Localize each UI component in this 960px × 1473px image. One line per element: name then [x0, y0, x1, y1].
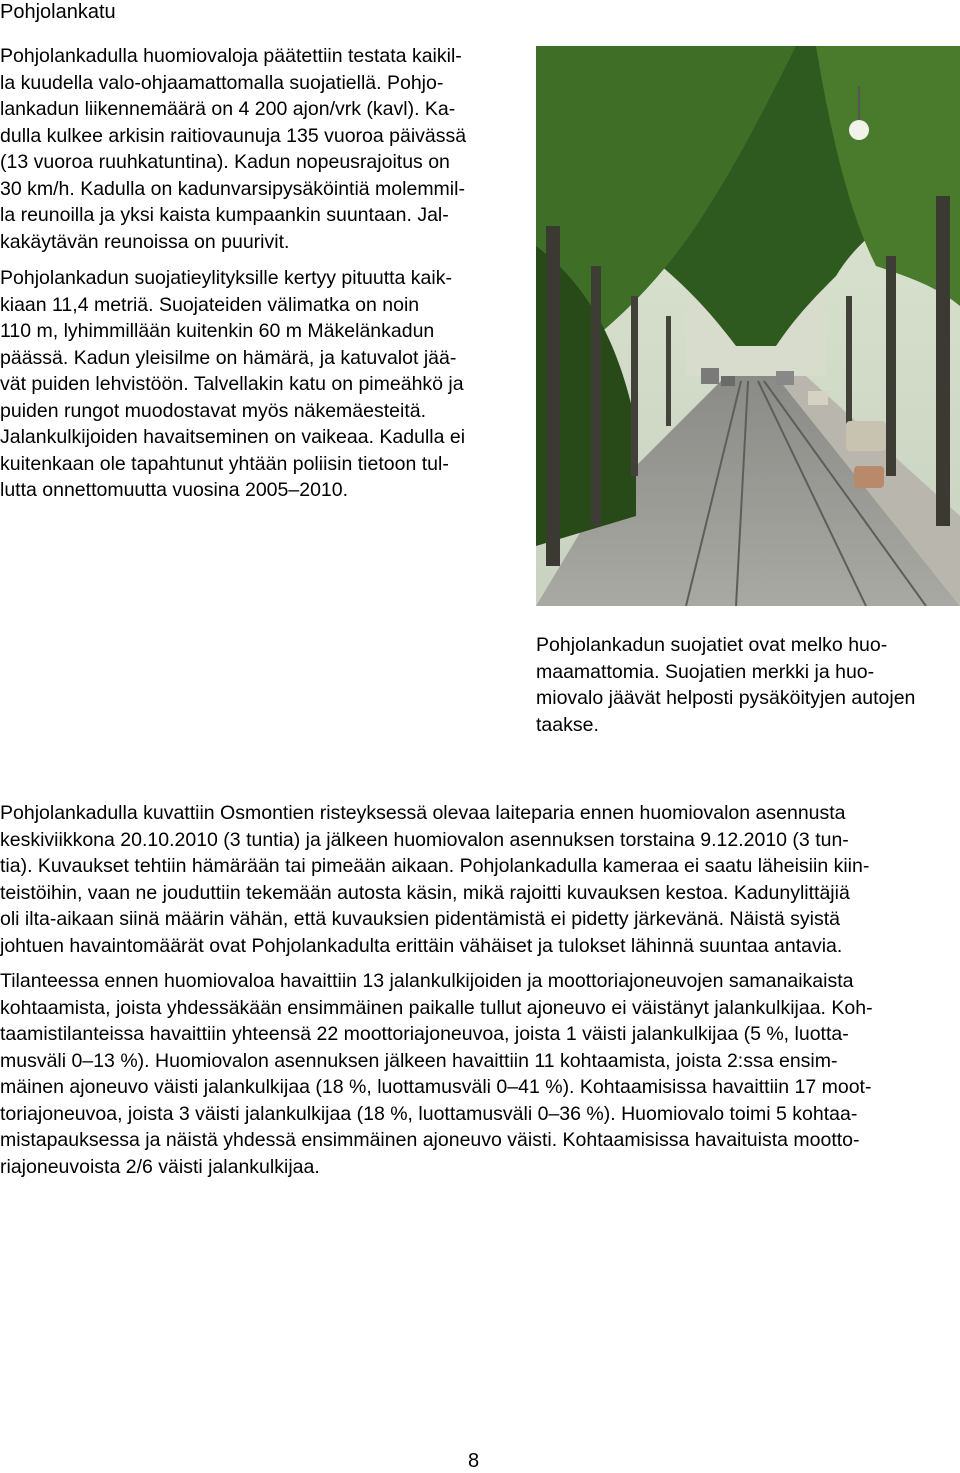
text-line: keskiviikkona 20.10.2010 (3 tuntia) ja jälkeen huomiovalon asennuksen torstaina 9.12.2010 (3 tun- [0, 828, 849, 851]
text-line: Pohjolankadun suojatiet ovat melko huo- [536, 634, 888, 656]
text-line: päässä. Kadun yleisilme on hämärä, ja katuvalot jää- [0, 346, 457, 369]
text-line: kuitenkaan ole tapahtunut yhtään poliisin tietoon tul- [0, 452, 449, 475]
text-line: 110 m, lyhimmillään kuitenkin 60 m Mäkelänkadun [0, 320, 435, 342]
text-line: vät puiden lehvistöön. Talvellakin katu on pimeähkö ja [0, 373, 464, 395]
text-line: taamistilanteissa havaittiin yhteensä 22 moottoriajoneuvoa, joista 1 väisti jalankulkijaa (5 %, luotta- [0, 1023, 849, 1045]
text-line: (13 vuoroa ruuhkatuntina). Kadun nopeusrajoitus on [0, 151, 450, 173]
text-line: la reunoilla ja yksi kaista kumpaankin suuntaan. Jal- [0, 204, 449, 226]
text-line: Jalankulkijoiden havaitseminen on vaikeaa. Kadulla ei [0, 426, 466, 448]
text-line: taakse. [536, 713, 599, 736]
text-line: musväli 0–13 %). Huomiovalon asennuksen jälkeen havaittiin 11 kohtaamista, joista 2:ssa ensim- [0, 1049, 838, 1072]
text-line: oli ilta-aikaan siinä määrin vähän, että kuvauksien pidentämistä ei pidetty järkevänä. Näistä syistä [0, 908, 841, 930]
paragraph-observations [0, 968, 956, 1180]
text-line: la kuudella valo-ohjaamattomalla suojatiellä. Pohjo- [0, 71, 444, 94]
text-line: mäinen ajoneuvo väisti jalankulkijaa (18 %, luottamusväli 0–41 %). Kohtaamisissa havaittiin 17 moot- [0, 1076, 872, 1098]
section-title: Pohjolankatu [0, 1, 116, 23]
text-line: kiaan 11,4 metriä. Suojateiden välimatka on noin [0, 293, 420, 316]
text-line: Pohjolankadun suojatieylityksille kertyy pituutta kaik- [0, 267, 452, 289]
text-line: lankadun liikennemäärä on 4 200 ajon/vrk (kavl). Ka- [0, 98, 456, 120]
text-line: miovalo jäävät helposti pysäköityjen autojen [536, 687, 916, 709]
paragraph-street-description [0, 43, 520, 255]
street-photo [536, 46, 960, 606]
text-line: riajoneuvoista 2/6 väisti jalankulkijaa. [0, 1155, 320, 1178]
text-line: puiden rungot muodostavat myös näkemäesteitä. [0, 399, 427, 422]
page-number: 8 [468, 1450, 480, 1472]
text-line: johtuen havaintomäärät ovat Pohjolankadulta erittäin vähäiset ja tulokset lähinnä suuntaa antavia. [0, 934, 843, 957]
text-line: kohtaamista, joista yhdessäkään ensimmäinen paikalle tullut ajoneuvo ei väistänyt jalankulkijaa. Koh- [0, 996, 873, 1019]
text-line: Pohjolankadulla huomiovaloja päätettiin testata kaikil- [0, 45, 462, 67]
text-line: lutta onnettomuutta vuosina 2005–2010. [0, 479, 349, 501]
text-line: mistapauksessa ja näistä yhdessä ensimmäinen ajoneuvo väisti. Kohtaamisissa havaituista mootto- [0, 1129, 860, 1151]
text-line: maamattomia. Suojatien merkki ja huo- [536, 660, 875, 683]
photo-caption [536, 632, 960, 738]
paragraph-crossing-lengths [0, 265, 520, 504]
text-line: toriajoneuvoa, joista 3 väisti jalankulkijaa (18 %, luottamusväli 0–36 %). Huomiovalo toimi 5 kohtaa- [0, 1102, 858, 1125]
text-line: Pohjolankadulla kuvattiin Osmontien risteyksessä olevaa laiteparia ennen huomiovalon asennusta [0, 802, 846, 824]
text-line: 30 km/h. Kadulla on kadunvarsipysäköintiä molemmil- [0, 177, 465, 200]
paragraph-filming-details [0, 800, 956, 959]
text-line: kakäytävän reunoissa on puurivit. [0, 230, 290, 253]
text-line: teistöihin, vaan ne jouduttiin tekemään autosta käsin, mikä rajoitti kuvauksen kestoa. Kadunylittäjiä [0, 881, 850, 904]
text-line: Tilanteessa ennen huomiovaloa havaittiin 13 jalankulkijoiden ja moottoriajoneuvojen samanaikaista [0, 970, 854, 992]
text-line: tia). Kuvaukset tehtiin hämärään tai pimeään aikaan. Pohjolankadulla kameraa ei saatu läheisiin kiin- [0, 855, 870, 877]
text-line: dulla kulkee arkisin raitiovaunuja 135 vuoroa päivässä [0, 124, 467, 147]
